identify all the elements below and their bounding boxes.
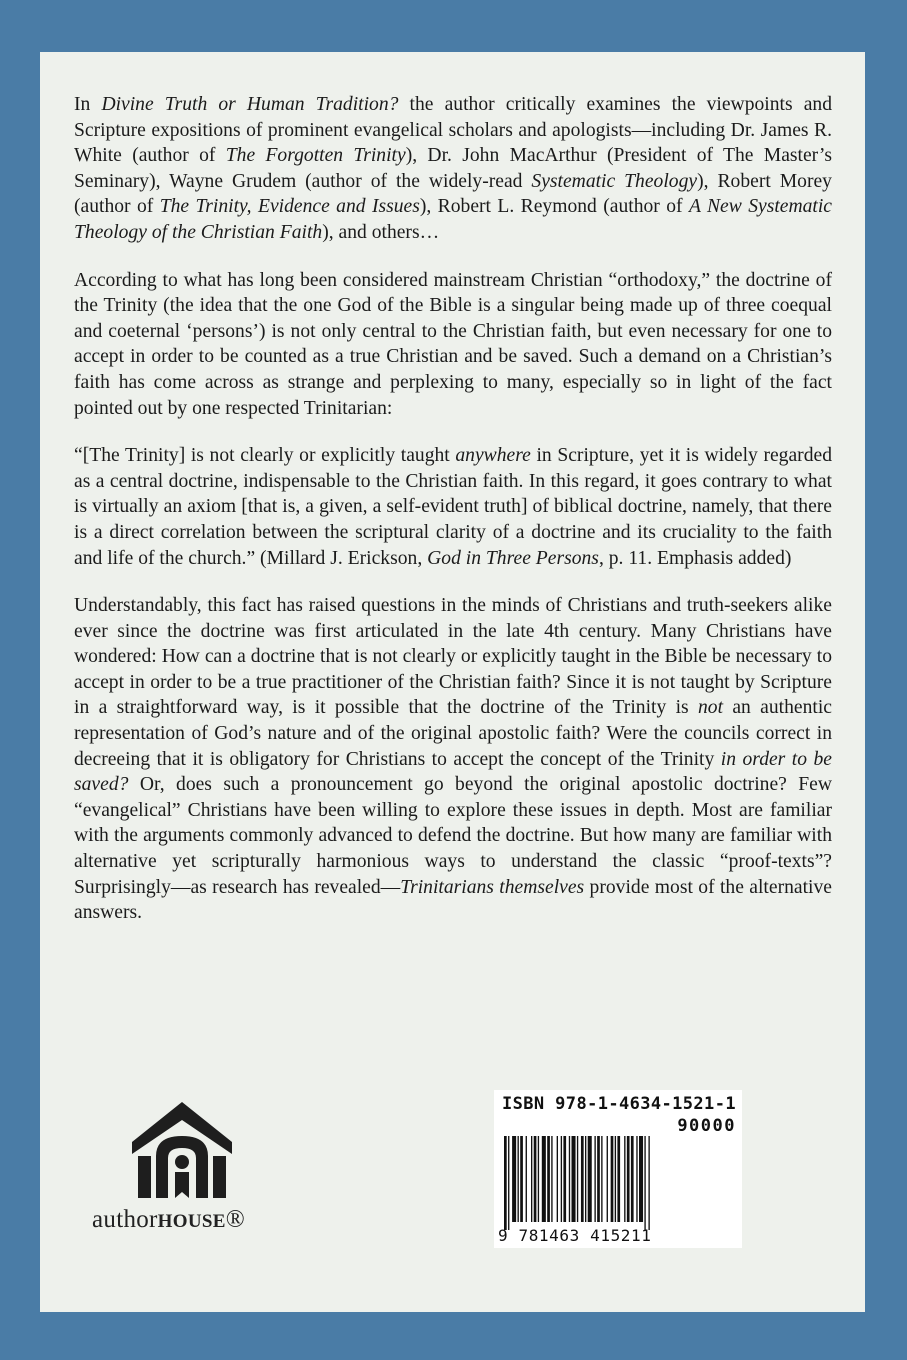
barcode-bars: [504, 1136, 736, 1230]
barcode-bar: [518, 1136, 519, 1222]
paragraph-intro: In Divine Truth or Human Tradition? the author critically examines the viewpoints and Scripture expositions of prominent evangelical scholars and apologists—including Dr. James R. White (author of The Forgotten Trinity), Dr. John MacArthur (President of The Master’s Seminary), Wayne Grudem (author of the widely-read Systematic Theology), Robert Morey (author of The Trinity, Evidence and Issues), Robert L. Reymond (author of A New Systematic Theology of the Christian Faith), and others…: [74, 94, 833, 243]
paragraph-quote: “[The Trinity] is not clearly or explicitly taught anywhere in Scripture, yet it is widely regarded as a central doctrine, indispensable to the Christian faith. In this regard, it goes contrary to what is virtually an axiom [that is, a given, a self-evident truth] of biblical doctrine, namely, that there is a direct correlation between the scriptural clarity of a doctrine and its cruciality to the faith and life of the church.” (Millard J. Erickson, God in Three Persons, p. 11. Emphasis added): [74, 445, 832, 569]
barcode-bar: [504, 1136, 507, 1230]
barcode-bar: [551, 1136, 552, 1222]
barcode-bar: [597, 1136, 600, 1222]
barcode-bar: [512, 1136, 516, 1222]
isbn-barcode: [494, 1090, 742, 1248]
ean-digits: 9 781463 415211: [498, 1226, 652, 1245]
barcode-bar: [627, 1136, 630, 1222]
barcode-bar: [624, 1136, 625, 1222]
barcode-bar: [526, 1136, 527, 1222]
barcode-bar: [547, 1136, 550, 1222]
barcode-bar: [538, 1136, 539, 1222]
barcode-bar: [508, 1136, 509, 1230]
price-addon-code: 90000: [677, 1116, 736, 1136]
barcode-bar: [607, 1136, 608, 1222]
barcode-bar: [615, 1136, 616, 1222]
paragraph-questions: Understandably, this fact has raised questions in the minds of Christians and truth-seekers alike ever since the doctrine was first articulated in the late 4th century. Many Christians have wondered: How can a doctrine that is not clearly or explicitly taught in the Bible be necessary to accept in order to be a true practitioner of the Christian faith? Since it is not taught by Scripture in a straightforward way, is it possible that the doctrine of the Trinity is not an authentic representation of God’s nature and of the original apostolic faith? Were the councils correct in decreeing that it is obligatory for Christians to accept the concept of the Trinity in order to be saved? Or, does such a pronouncement go beyond the original apostolic doctrine? Few “evangelical” Christians have been willing to explore these issues in depth. Most are familiar with the arguments commonly advanced to defend the doctrine. But how many are familiar with alternative yet scripturally harmonious ways to understand the classic “proof-texts”? Surprisingly—as research has revealed—Trinitarians themselves provide most of the alternative answers.: [74, 595, 832, 924]
barcode-bar: [531, 1136, 532, 1222]
barcode-bar: [631, 1136, 634, 1222]
barcode-bar: [617, 1136, 620, 1222]
barcode-bar: [542, 1136, 546, 1222]
barcode-bar: [561, 1136, 562, 1222]
barcode-bar: [534, 1136, 537, 1222]
paragraph-orthodoxy: According to what has long been considered mainstream Christian “orthodoxy,” the doctrine of the Trinity (the idea that the one God of the Bible is a singular being made up of three coequal and coeternal ‘persons’) is not only central to the Christian faith, but even necessary for one to accept in order to be counted as a true Christian and be saved. Such a demand on a Christian’s faith has come across as strange and perplexing to many, especially so in light of the fact pointed out by one respected Trinitarian:: [74, 269, 832, 419]
barcode-bar: [563, 1136, 566, 1222]
publisher-wordmark: authorHOUSE®: [92, 1206, 245, 1233]
barcode-bar: [648, 1136, 649, 1230]
book-house-logo-icon: [132, 1102, 232, 1202]
barcode-bar: [572, 1136, 576, 1222]
barcode-bar: [636, 1136, 637, 1222]
barcode-bar: [611, 1136, 614, 1222]
barcode-bar: [520, 1136, 523, 1222]
barcode-bar: [581, 1136, 584, 1222]
barcode-bar: [639, 1136, 643, 1222]
barcode-bar: [569, 1136, 570, 1222]
barcode-bar: [644, 1136, 645, 1230]
barcode-bar: [601, 1136, 602, 1222]
publisher-logo: [92, 1102, 272, 1232]
barcode-bar: [585, 1136, 586, 1222]
isbn-label: ISBN 978-1-4634-1521-1: [502, 1094, 736, 1114]
barcode-bar: [594, 1136, 595, 1222]
cover-description: [74, 92, 832, 948]
barcode-bar: [557, 1136, 558, 1222]
barcode-bar: [577, 1136, 578, 1222]
barcode-bar: [588, 1136, 592, 1222]
